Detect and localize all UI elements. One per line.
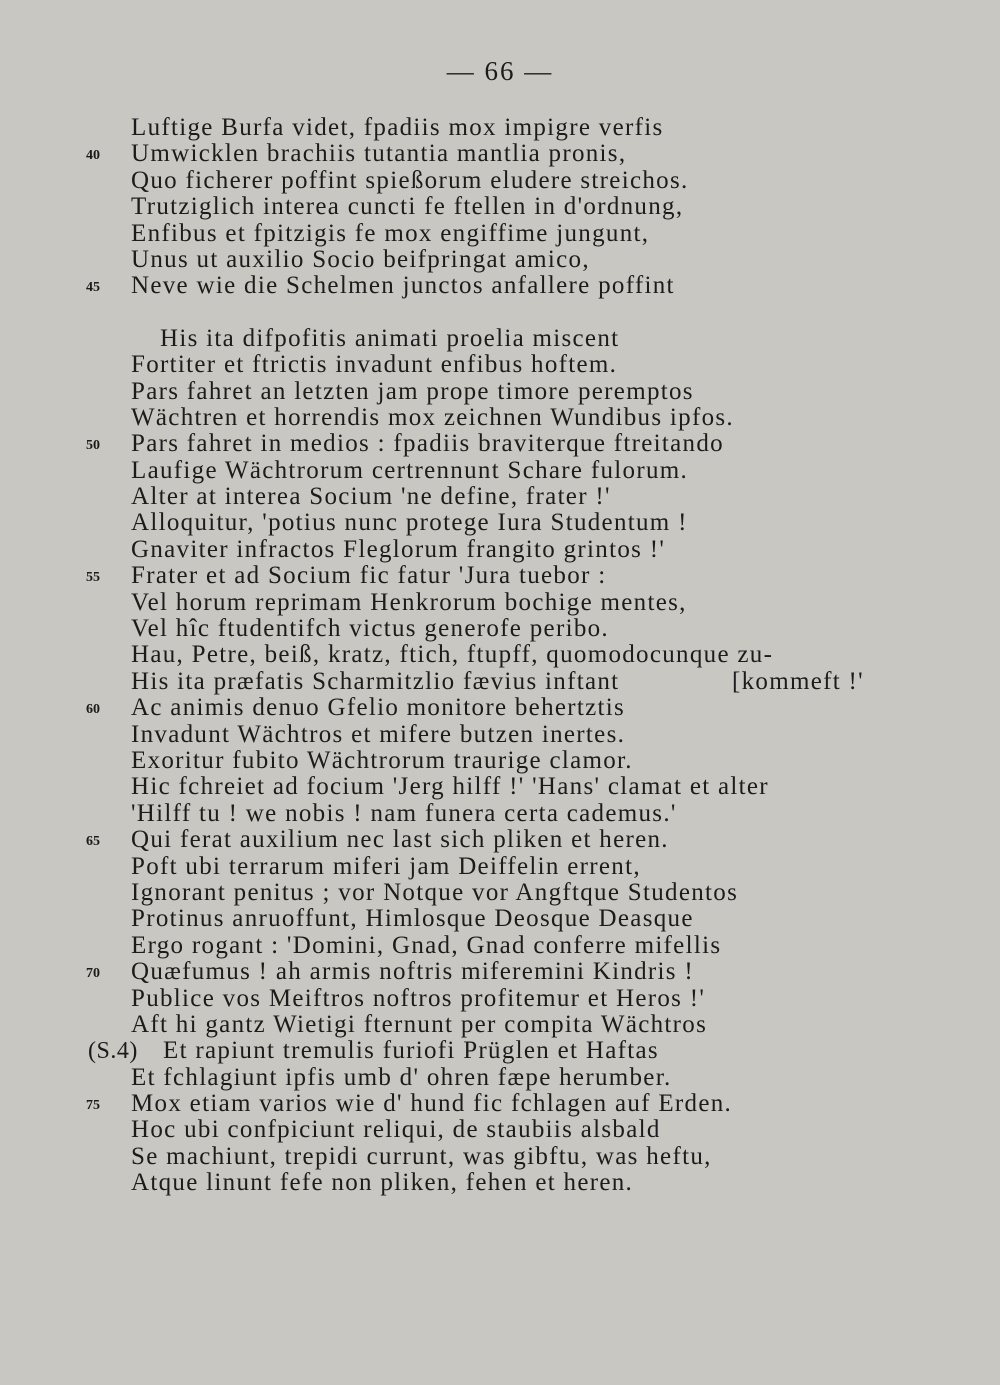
verse-line <box>0 854 1000 880</box>
verse-text: Protinus anruoffunt, Himlosque Deosque Deasque <box>131 905 694 933</box>
verse-text: Et rapiunt tremulis furiofi Prüglen et Haftas <box>163 1037 659 1065</box>
verse-line <box>0 563 1000 589</box>
verse-line <box>0 221 1000 247</box>
line-number: 45 <box>86 280 100 296</box>
verse-line <box>0 273 1000 299</box>
line-number: 60 <box>86 702 100 718</box>
verse-text: Ac animis denuo Gfelio monitore behertztis <box>131 694 626 722</box>
verse-line <box>0 1170 1000 1196</box>
verse-line <box>0 115 1000 141</box>
verse-line <box>0 484 1000 510</box>
verse-line <box>0 827 1000 853</box>
verse-line <box>0 405 1000 431</box>
verse-line <box>0 168 1000 194</box>
verse-line <box>0 352 1000 378</box>
verse-line <box>0 194 1000 220</box>
verse-text: Quo ficherer poffint spießorum eludere streichos. <box>131 166 689 194</box>
verse-text: Vel horum reprimam Henkrorum bochige mentes, <box>131 588 687 616</box>
verse-text: Invadunt Wächtros et mifere butzen inertes. <box>131 720 626 748</box>
verse-text: Vel hîc ftudentifch victus generofe peribo. <box>131 615 609 643</box>
line-number: 50 <box>86 438 100 454</box>
verse-text: Trutziglich interea cuncti fe ftellen in d'ordnung, <box>131 193 684 221</box>
stanza-gap <box>0 300 1000 326</box>
verse-line <box>0 642 1000 668</box>
verse-line <box>0 1091 1000 1117</box>
verse-line <box>0 880 1000 906</box>
verse-text: Hau, Petre, beiß, kratz, ftich, ftupff, quomodocunque zu- <box>131 641 774 669</box>
verse-text: Mox etiam varios wie d' hund fic fchlagen auf Erden. <box>131 1090 733 1118</box>
verse-text: Laufige Wächtrorum certrennunt Schare fulorum. <box>131 456 689 484</box>
verse-text: Umwicklen brachiis tutantia mantlia pronis, <box>131 140 627 168</box>
verse-line <box>0 774 1000 800</box>
verse-line <box>0 801 1000 827</box>
verse-text: Ergo rogant : 'Domini, Gnad, Gnad conferre mifellis <box>131 931 722 959</box>
verse-text: Publice vos Meiftros noftros profitemur et Heros !' <box>131 984 706 1012</box>
verse-text: Et fchlagiunt ipfis umb d' ohren fæpe herumber. <box>131 1063 672 1091</box>
verse-text: Wächtren et horrendis mox zeichnen Wundibus ipfos. <box>131 403 734 431</box>
verse-text: Se machiunt, trepidi currunt, was gibftu, was heftu, <box>131 1142 712 1170</box>
verse-line <box>0 695 1000 721</box>
verse-text: Atque linunt fefe non pliken, fehen et heren. <box>131 1169 634 1197</box>
verse-text: Fortiter et ftrictis invadunt enfibus hoftem. <box>131 351 618 379</box>
verse-text: Neve wie die Schelmen junctos anfallere poffint <box>131 272 675 300</box>
verse-line <box>0 748 1000 774</box>
margin-reference: (S.4) <box>88 1038 138 1065</box>
bracketed-continuation: [kommeft !' <box>732 667 864 695</box>
verse-text: Alter at interea Socium 'ne define, frater !' <box>131 483 611 511</box>
verse-text: Poft ubi terrarum miferi jam Deiffelin errent, <box>131 852 641 880</box>
verse-line <box>0 1065 1000 1091</box>
verse-text: His ita difpofitis animati proelia miscent <box>160 324 620 352</box>
verse-line <box>0 933 1000 959</box>
verse-line <box>0 431 1000 457</box>
verse-line <box>0 616 1000 642</box>
verse-line <box>0 669 1000 695</box>
verse-text: Pars fahret in medios : fpadiis braviterque ftreitando <box>131 430 724 458</box>
verse-line <box>0 1038 1000 1064</box>
verse-line <box>0 1144 1000 1170</box>
verse-text: His ita præfatis Scharmitzlio fævius inftant <box>131 667 620 695</box>
verse-line <box>0 906 1000 932</box>
verse-line <box>0 1012 1000 1038</box>
verse-text: Luftige Burfa videt, fpadiis mox impigre verfis <box>131 114 664 141</box>
page-number: — 66 — <box>446 56 554 86</box>
verse-text: Enfibus et fpitzigis fe mox engiffime jungunt, <box>131 219 650 247</box>
verse-line <box>0 510 1000 536</box>
verse-line <box>0 1117 1000 1143</box>
verse-text: Gnaviter infractos Fleglorum frangito grintos !' <box>131 535 666 563</box>
line-number: 75 <box>86 1098 100 1114</box>
verse-lines <box>0 115 1000 1197</box>
verse-text: Alloquitur, 'potius nunc protege Iura Studentum ! <box>131 509 688 537</box>
verse-text: Exoritur fubito Wächtrorum traurige clamor. <box>131 746 633 774</box>
verse-text: Quæfumus ! ah armis noftris miferemini Kindris ! <box>131 958 695 986</box>
verse-text: Pars fahret an letzten jam prope timore peremptos <box>131 377 694 405</box>
verse-line <box>0 326 1000 352</box>
verse-text: 'Hilff tu ! we nobis ! nam funera certa cademus.' <box>131 799 677 827</box>
line-number: 40 <box>86 148 100 164</box>
verse-line <box>0 141 1000 167</box>
verse-line <box>0 722 1000 748</box>
verse-text: Frater et ad Socium fic fatur 'Jura tuebor : <box>131 562 607 590</box>
verse-text: Qui ferat auxilium nec last sich pliken et heren. <box>131 826 669 854</box>
verse-line <box>0 458 1000 484</box>
verse-line <box>0 959 1000 985</box>
verse-text: Aft hi gantz Wietigi fternunt per compita Wächtros <box>131 1010 708 1038</box>
verse-line <box>0 379 1000 405</box>
verse-line <box>0 537 1000 563</box>
verse-line <box>0 986 1000 1012</box>
verse-line <box>0 247 1000 273</box>
verse-text: Hoc ubi confpiciunt reliqui, de staubiis alsbald <box>131 1116 661 1144</box>
line-number: 55 <box>86 570 100 586</box>
line-number: 70 <box>86 966 100 982</box>
verse-text: Unus ut auxilio Socio beifpringat amico, <box>131 245 590 273</box>
verse-text: Ignorant penitus ; vor Notque vor Angftque Studentos <box>131 878 739 906</box>
verse-text: Hic fchreiet ad focium 'Jerg hilff !' 'Hans' clamat et alter <box>131 773 769 801</box>
line-number: 65 <box>86 834 100 850</box>
verse-line <box>0 590 1000 616</box>
